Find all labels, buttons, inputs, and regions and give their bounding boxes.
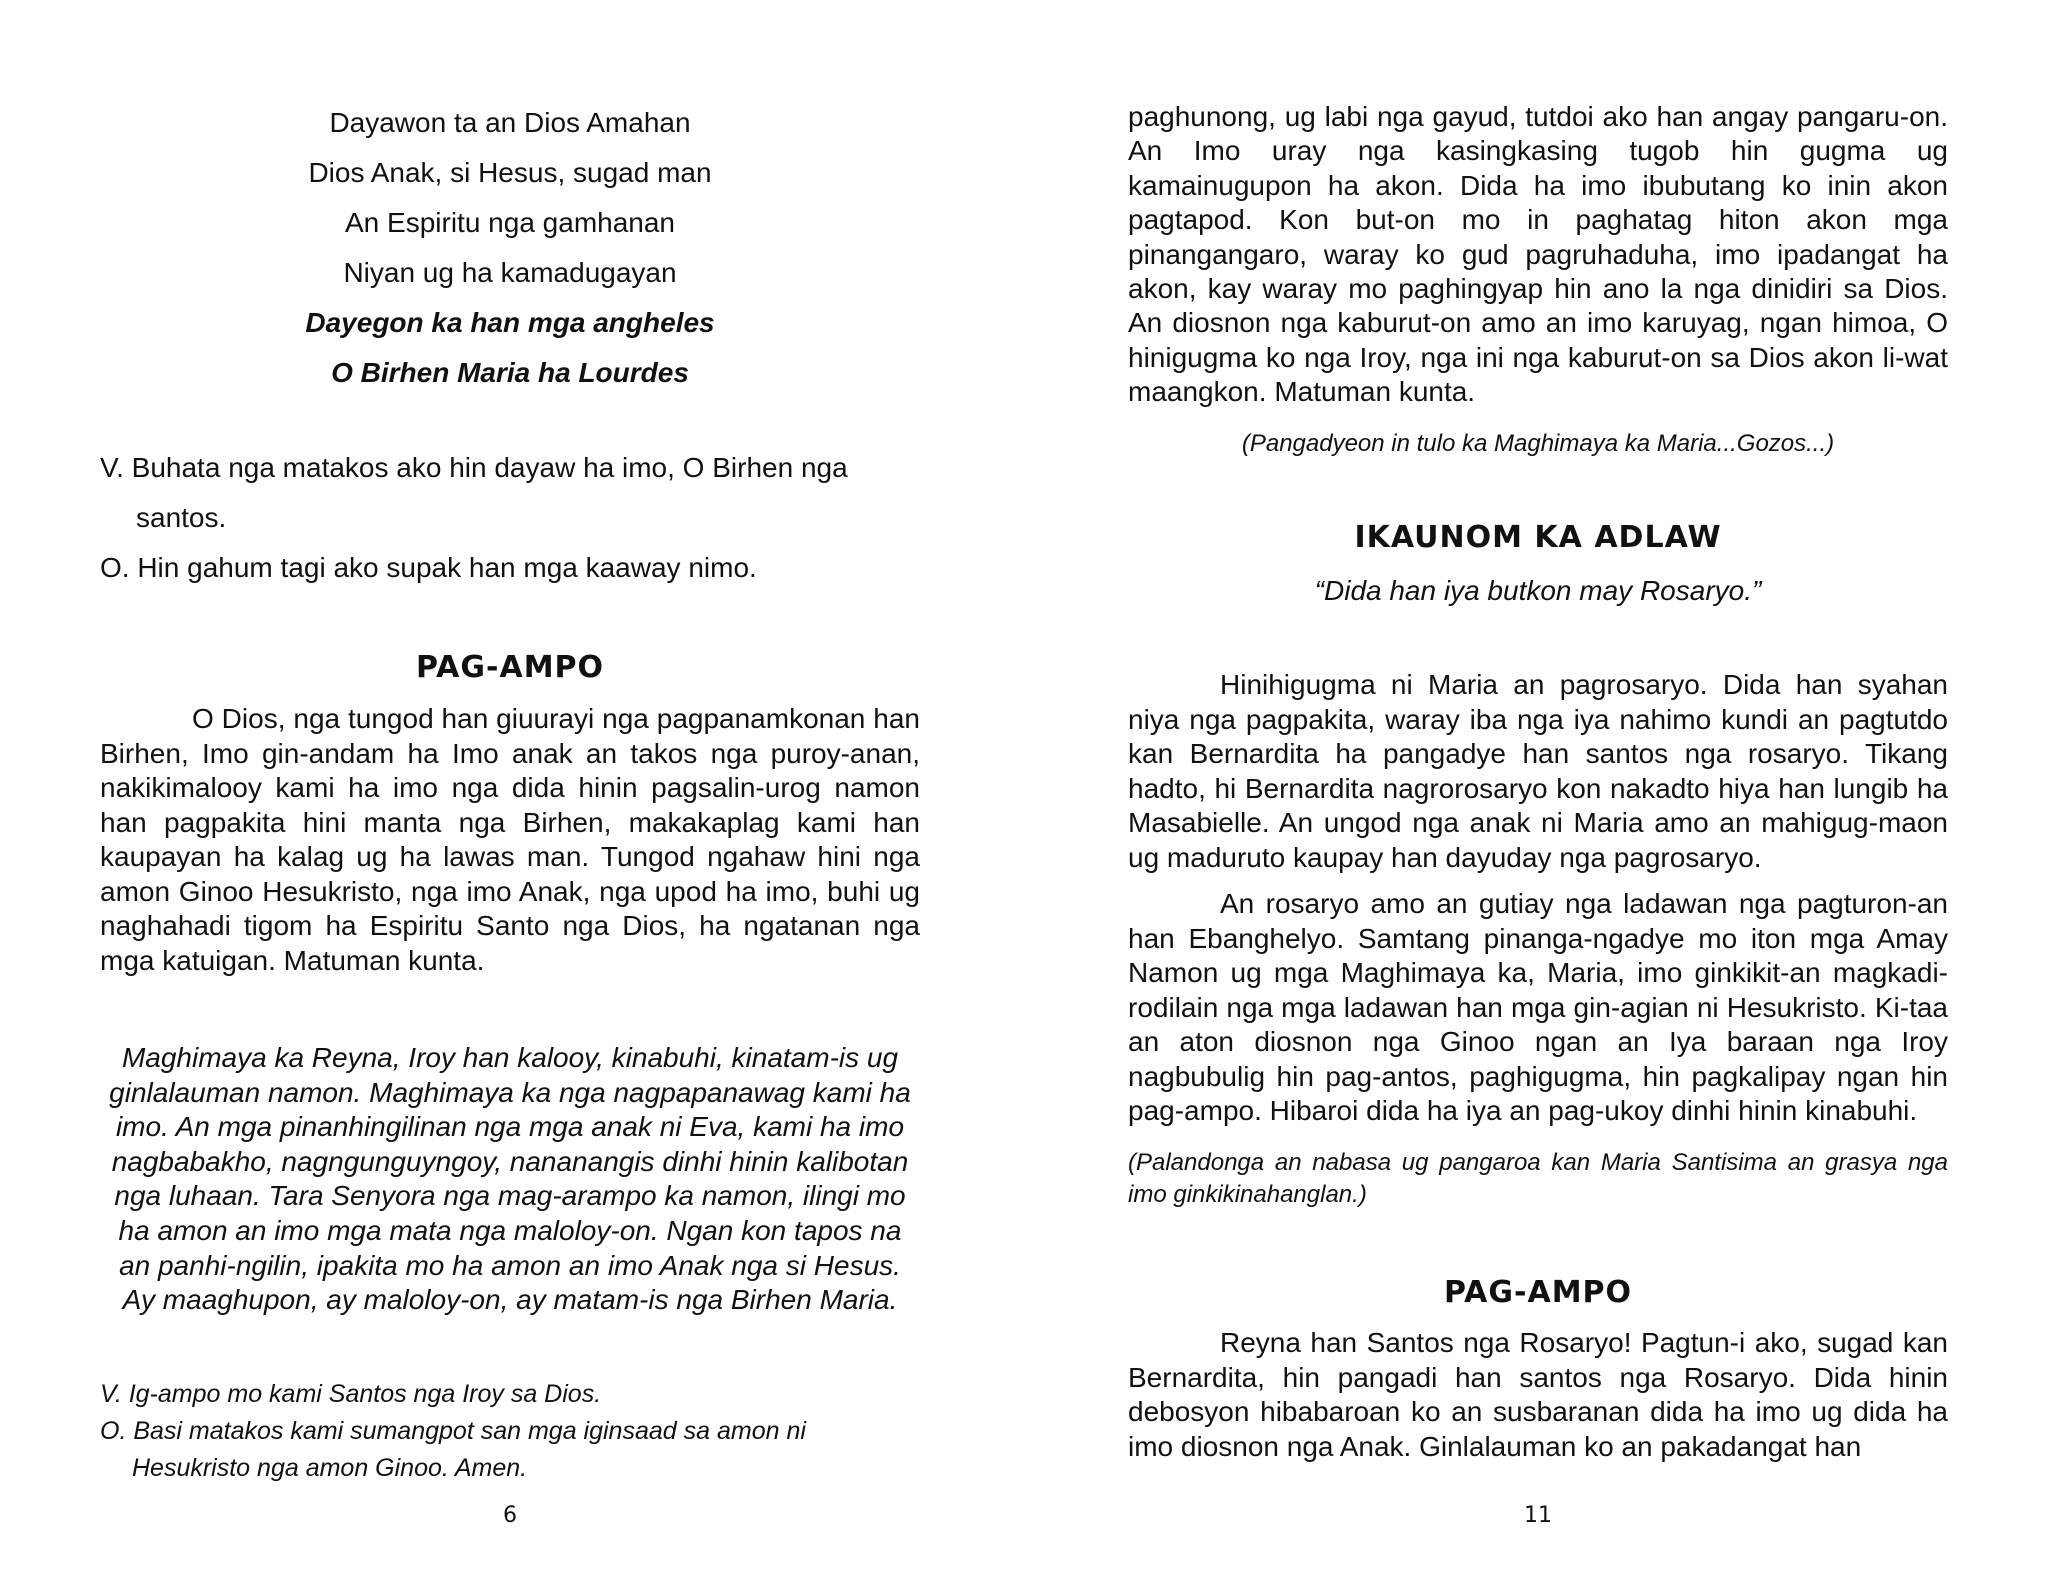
meditation-paragraph: Hinihigugma ni Maria an pagrosaryo. Dida han syahan niya nga pagpakita, waray iba nga iya nahimo kundi an pagtutdo kan Bernardita ha pangadye han santos nga rosaryo. Tikang hadto, hi Bernardita nagrorosaryo kon nakadto hiya han lungib ha Masabielle. An ungod nga anak ni Maria amo an mahigug-maon ug maduruto kaupay han dayuday nga pagrosaryo. (1128, 669, 1948, 873)
closing-response-continuation: Hesukristo nga amon Ginoo. Amen. (132, 1454, 528, 1482)
prayer-paragraph: Reyna han Santos nga Rosaryo! Pagtun-i ako, sugad kan Bernardita, hin pangadi han santos nga Rosaryo. Dida hinin debosyon hibabaroan ko an susbaranan dida ha imo ug dida ha imo diosnon nga Anak. Ginlalauman ko an pakadangat han (1128, 1327, 1948, 1462)
hymn-line: An Espiritu nga gamhanan (345, 207, 675, 238)
hymn-line: Dayawon ta an Dios Amahan (329, 107, 691, 138)
closing-versicle: V. Ig-ampo mo kami Santos nga Iroy sa Dios. (100, 1380, 602, 1408)
hymn-line: Niyan ug ha kamadugayan (343, 257, 677, 288)
day-subtitle: “Dida han iya butkon may Rosaryo.” (1314, 575, 1762, 606)
versicle-continuation: santos. (136, 502, 227, 533)
closing-response: O. Basi matakos kami sumangpot san mga iginsaad sa amon ni (100, 1417, 806, 1445)
salve-regina-prayer: Maghimaya ka Reyna, Iroy han kalooy, kinabuhi, kinatam-is ug ginlalauman namon. Maghimaya ka nga nagpapanawag kami ha imo. An mga pinanhingilinan nga mga anak ni Eva, kami ha imo nagbabakho, nagngunguyngoy, nananangis dinhi hinin kalibotan nga luhaan. Tara Senyora nga mag-arampo ka namon, ilingi mo ha amon an imo mga mata nga maloloy-on. Ngan kon tapos na an panhi-ngilin, ipakita mo ha amon an imo Anak nga si Hesus. Ay maaghupon, ay maloloy-on, ay matam-is nga Birhen Maria. (109, 1042, 911, 1316)
section-heading: PAG-AMPO (415, 650, 605, 685)
instruction-note: (Pangadyeon in tulo ka Maghimaya ka Maria...Gozos...) (1241, 430, 1835, 457)
continued-paragraph: paghunong, ug labi nga gayud, tutdoi ako han angay pangaru-on. An Imo uray nga kasingkasing tugob hin gugma ug kamainugupon ha akon. Dida ha imo ibubutang ko inin akon pagtapod. Kon but-on mo in paghatag hiton akon mga pinangangaro, waray ko gud pagruhaduha, imo ipadangat ha akon, kay waray mo paghingyap hin ano la nga dinidiri sa Dios. An diosnon nga kaburut-on amo an imo karuyag, ngan himoa, O hinigugma ko nga Iroy, nga ini nga kaburut-on sa Dios akon li-wat maangkon. Matuman kunta. (1128, 101, 1948, 408)
section-heading: PAG-AMPO (1443, 1275, 1633, 1310)
left-page (100, 0, 980, 1582)
meditation-paragraph: An rosaryo amo an gutiay nga ladawan nga pagturon-an han Ebanghelyo. Samtang pinanga-ngadye mo iton mga Amay Namon ug mga Maghimaya ka, Maria, imo ginkikit-an magkadi-rodilain nga mga ladawan han mga gin-agian ni Hesukristo. Ki-taa an aton diosnon nga Ginoo ngan an Iya baraan nga Iroy nagbubulig hin pag-antos, paghigugma, hin pagkalipay ngan hin pag-ampo. Hibaroi dida ha iya an pag-ukoy dinhi hinin kinabuhi. (1128, 888, 1948, 1126)
versicle-block (100, 443, 940, 593)
page-number: 11 (1524, 1503, 1552, 1528)
page-number: 6 (503, 1503, 517, 1528)
closing-versicle-block (100, 1376, 940, 1487)
reflection-note: (Palandonga an nabasa ug pangaroa kan Maria Santisima an grasya nga imo ginkikinahanglan.) (1128, 1149, 1948, 1208)
right-page (1128, 0, 1948, 1582)
response-line: O. Hin gahum tagi ako supak han mga kaaway nimo. (100, 552, 757, 583)
refrain-line: Dayegon ka han mga angheles (305, 307, 715, 338)
hymn-line: Dios Anak, si Hesus, sugad man (308, 157, 712, 188)
meditation-body (1128, 668, 1948, 1129)
day-heading: IKAUNOM KA ADLAW (1354, 520, 1722, 555)
versicle-line: V. Buhata nga matakos ako hin dayaw ha imo, O Birhen nga (100, 452, 848, 483)
refrain-line: O Birhen Maria ha Lourdes (331, 357, 689, 388)
prayer-paragraph: O Dios, nga tungod han giuurayi nga pagpanamkonan han Birhen, Imo gin-andam ha Imo anak an takos nga puroy-anan, nakikimalooy kami ha imo nga dida hinin pagsalin-urog namon han pagpakita hini manta nga Birhen, makakaplag kami han kaupayan ha kalag ug ha lawas man. Tungod ngahaw hini nga amon Ginoo Hesukristo, nga imo Anak, nga upod ha imo, buhi ug naghahadi tigom ha Espiritu Santo nga Dios, ha ngatanan nga mga katuigan. Matuman kunta. (100, 703, 920, 976)
hymn-stanza (100, 98, 920, 398)
